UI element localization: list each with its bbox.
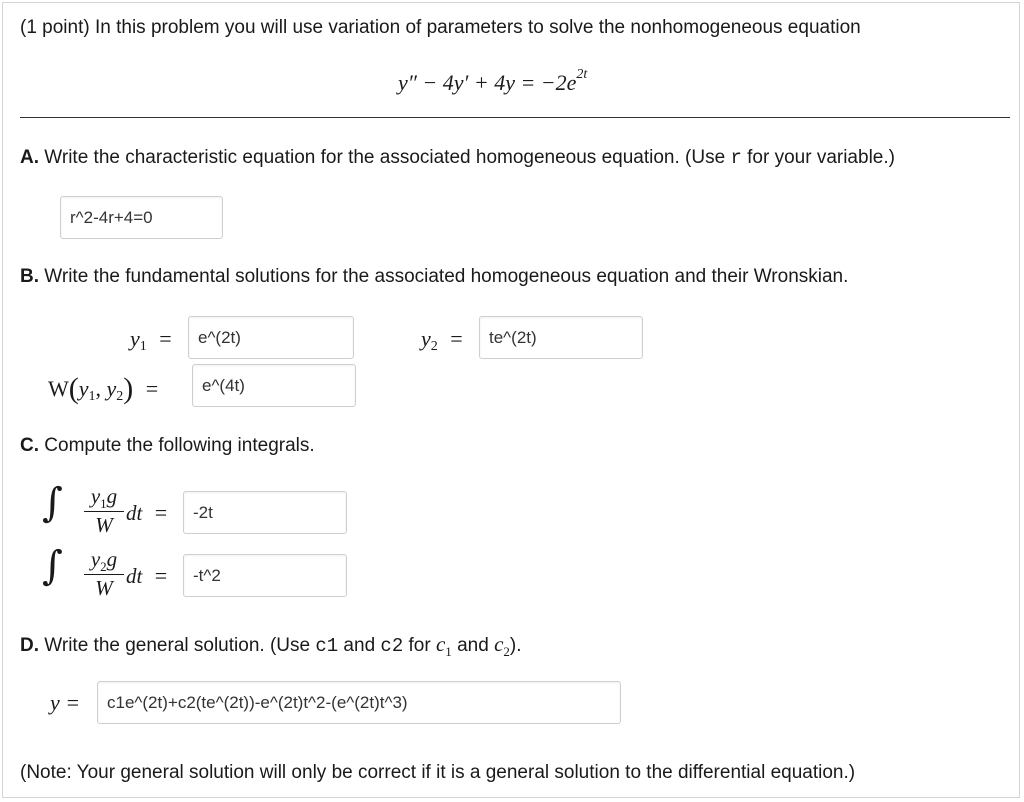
part-a-letter: A. xyxy=(20,147,39,168)
c2-code: c2 xyxy=(380,635,404,657)
note-text: (Note: Your general solution will only be correct if it is a general solution to the differential equation.) xyxy=(20,762,856,783)
integral-1-denominator: W xyxy=(95,513,113,537)
integral-sign-1: ∫ xyxy=(42,480,63,526)
part-a-var: r xyxy=(730,147,742,169)
y2-input[interactable]: te^(2t) xyxy=(479,316,643,359)
part-d-prompt: D. Write the general solution. (Use c1 and c2 for $c_1$ and $c_2$). xyxy=(20,632,522,659)
y1-label: $y_1$ = xyxy=(130,326,172,355)
part-c-letter: C. xyxy=(20,435,39,456)
integral-sign-2: ∫ xyxy=(42,543,63,589)
integral-1-numerator: $y_1g$ xyxy=(90,484,118,512)
part-a-text-after: for your variable.) xyxy=(741,147,895,168)
integral-2-denominator: W xyxy=(95,576,113,600)
y1-input[interactable]: e^(2t) xyxy=(188,316,354,359)
integral-2-fraction-bar xyxy=(84,574,124,575)
integral-2-dt: dt = xyxy=(126,563,168,588)
general-solution-label: y = xyxy=(50,690,81,715)
part-b-text: Write the fundamental solutions for the associated homogeneous equation and their Wronskian. xyxy=(44,266,849,287)
y2-label: $y_2$ = xyxy=(421,326,463,355)
part-a-prompt xyxy=(20,147,895,169)
part-a-text-before: Write the characteristic equation for the associated homogeneous equation. (Use xyxy=(44,147,731,168)
part-c-prompt xyxy=(20,435,315,457)
integral-1-dt: dt = xyxy=(126,500,168,525)
part-b-prompt xyxy=(20,266,848,288)
part-b-letter: B. xyxy=(20,266,39,287)
integral-1-input[interactable]: -2t xyxy=(183,491,347,534)
general-solution-input[interactable]: c1e^(2t)+c2(te^(2t))-e^(2t)t^2-(e^(2t)t^3) xyxy=(97,681,621,724)
characteristic-equation-input[interactable]: r^2-4r+4=0 xyxy=(60,196,223,239)
equation-lhs: y″ − 4y′ + 4y = −2e xyxy=(398,70,577,95)
integral-1-fraction-bar xyxy=(84,511,124,512)
part-c-text: Compute the following integrals. xyxy=(44,435,315,456)
equation-exponent: 2t xyxy=(576,66,588,82)
c1-code: c1 xyxy=(315,635,339,657)
part-d-letter: D. xyxy=(20,635,39,656)
wronskian-input[interactable]: e^(4t) xyxy=(192,364,356,407)
wronskian-label: $W(y_1$, $y_2$) = xyxy=(48,372,159,405)
main-equation xyxy=(398,66,588,96)
problem-intro: (1 point) In this problem you will use variation of parameters to solve the nonhomogeneous equation xyxy=(20,17,861,38)
integral-2-input[interactable]: -t^2 xyxy=(183,554,347,597)
divider xyxy=(20,117,1010,118)
integral-2-numerator: $y_2g$ xyxy=(90,547,118,575)
